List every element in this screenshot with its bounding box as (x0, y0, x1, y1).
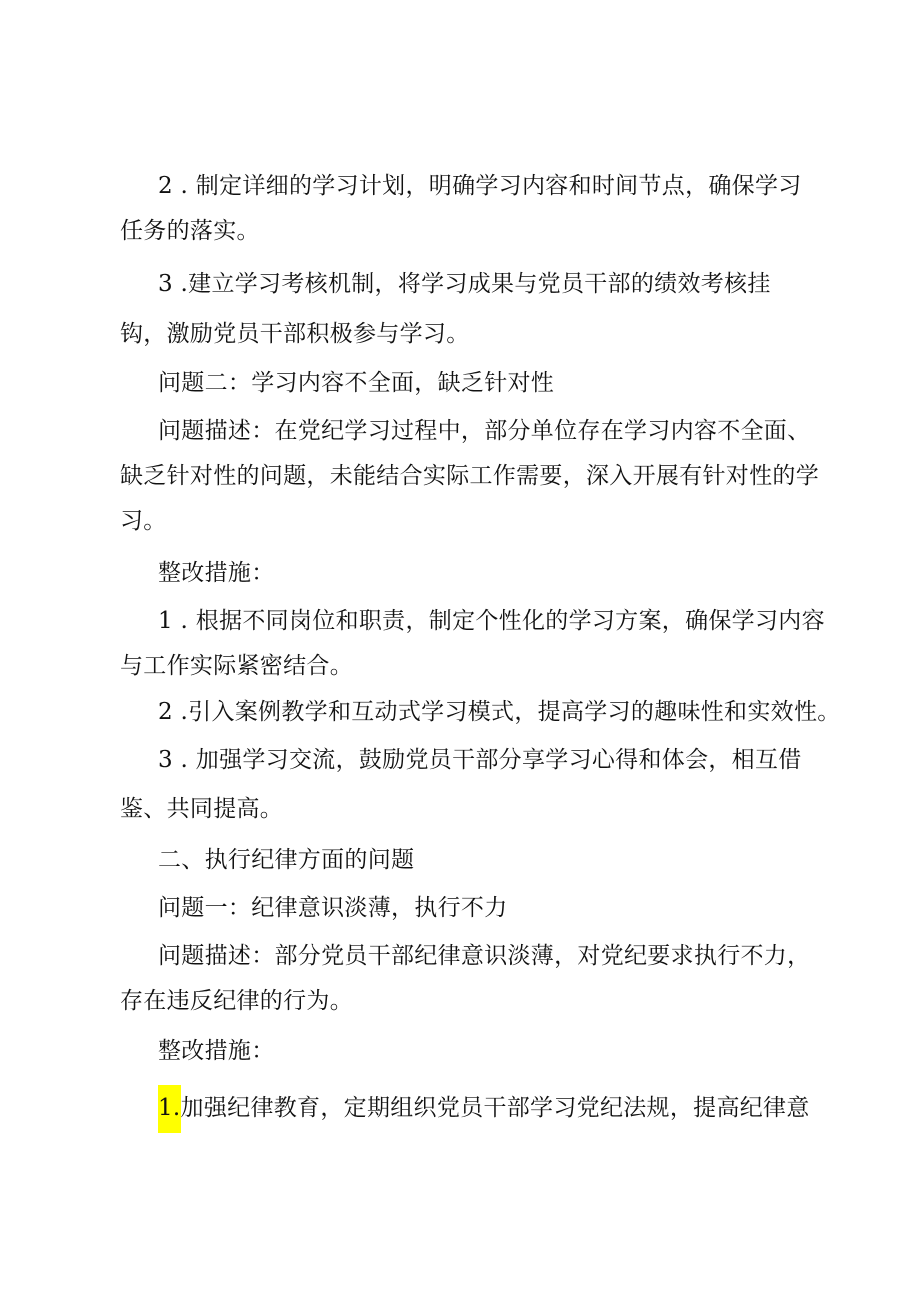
paragraph-line: 缺乏针对性的问题，未能结合实际工作需要，深入开展有针对性的学 (120, 463, 819, 489)
paragraph-line: 问题描述：在党纪学习过程中，部分单位存在学习内容不全面、 (158, 418, 811, 444)
section-heading: 二、执行纪律方面的问题 (158, 847, 415, 873)
paragraph-line: 习。 (120, 508, 167, 534)
paragraph-line: 任务的落实。 (120, 218, 260, 244)
paragraph-line: 3 .建立学习考核机制，将学习成果与党员干部的绩效考核挂 (158, 271, 771, 297)
paragraph-line: 2 . 制定详细的学习计划，明确学习内容和时间节点，确保学习 (158, 173, 802, 199)
paragraph-line: 整改措施： (158, 560, 275, 586)
paragraph-line: 钩，激励党员干部积极参与学习。 (120, 321, 470, 347)
paragraph-line: 鉴、共同提高。 (120, 796, 284, 822)
paragraph-line: 1 . 根据不同岗位和职责，制定个性化的学习方案，确保学习内容 (158, 608, 825, 634)
paragraph-line: 整改措施： (158, 1038, 275, 1064)
paragraph-line: 问题描述：部分党员干部纪律意识淡薄，对党纪要求执行不力， (158, 943, 811, 969)
paragraph-line (158, 1085, 858, 1133)
section-heading: 问题一：纪律意识淡薄，执行不力 (158, 895, 508, 921)
paragraph-line: 3 . 加强学习交流，鼓励党员干部分享学习心得和体会，相互借 (158, 747, 802, 773)
section-heading: 问题二：学习内容不全面，缺乏针对性 (158, 370, 555, 396)
paragraph-line: 存在违反纪律的行为。 (120, 988, 353, 1014)
highlighted-list-number: 1. (158, 1085, 181, 1133)
paragraph-line: 2 .引入案例教学和互动式学习模式，提高学习的趣味性和实效性。 (158, 699, 841, 725)
paragraph-line-text: 加强纪律教育，定期组织党员干部学习党纪法规，提高纪律意 (180, 1095, 810, 1121)
paragraph-line: 与工作实际紧密结合。 (120, 653, 353, 679)
